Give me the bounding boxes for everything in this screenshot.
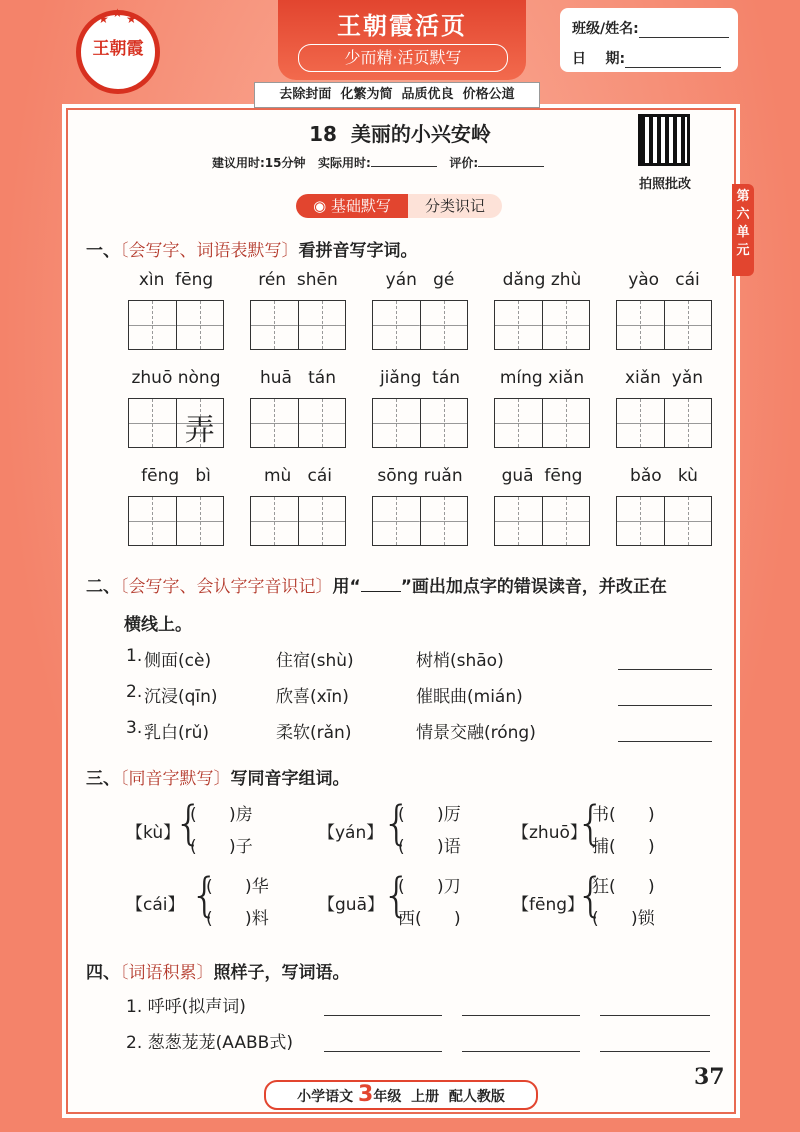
- question-3-head: 三、〔同音字默写〕写同音字组词。: [86, 769, 350, 789]
- class-name-row: [572, 18, 729, 38]
- star-icon: ★: [98, 12, 109, 26]
- writing-grid[interactable]: [494, 496, 590, 546]
- actual-time-label: 实际用时:: [318, 156, 371, 170]
- writing-grid[interactable]: [128, 496, 224, 546]
- homophone-pinyin: 【guā】: [318, 895, 384, 915]
- writing-grid[interactable]: [372, 300, 468, 350]
- suggest-time: 建议用时:15分钟: [212, 156, 306, 170]
- homophone-blank[interactable]: ( )料: [206, 909, 269, 929]
- pinyin-label: bǎo kù: [630, 466, 698, 486]
- word-with-pinyin: 柔软(rǎn): [276, 723, 352, 743]
- date-row: [572, 48, 721, 68]
- writing-grid[interactable]: [616, 496, 712, 546]
- homophone-blank[interactable]: ( )厉: [398, 805, 461, 825]
- tab-basic-dictation[interactable]: ◉ 基础默写: [296, 194, 408, 218]
- grid-cell[interactable]: [617, 399, 665, 447]
- pinyin-label: dǎng zhù: [502, 270, 582, 290]
- question-2-head: 二、〔会写字、会认字字音识记〕用“ ”画出加点字的错误读音，并改正在: [86, 577, 667, 597]
- underline-sample: [361, 577, 401, 592]
- grid-cell[interactable]: [373, 497, 421, 545]
- pinyin-label: yào cái: [628, 270, 700, 290]
- word-item-1: 1. 呼呼(拟声词): [126, 997, 246, 1017]
- brand-title: 王朝霞活页: [337, 12, 467, 40]
- grid-cell[interactable]: [129, 301, 177, 349]
- pinyin-label: míng xiǎn: [499, 368, 585, 388]
- class-name-label: 班级/姓名:: [572, 21, 639, 37]
- grid-cell[interactable]: [421, 399, 468, 447]
- homophone-blank[interactable]: ( )锁: [592, 909, 655, 929]
- homophone-blank[interactable]: 西( ): [398, 909, 461, 929]
- pinyin-label: huā tán: [259, 368, 337, 388]
- grid-cell[interactable]: [543, 301, 590, 349]
- brand-subtitle: 少而精·活页默写: [298, 44, 508, 72]
- grid-cell[interactable]: [299, 301, 346, 349]
- pinyin-label: guā fēng: [501, 466, 583, 486]
- ear-icon: ◉: [313, 197, 331, 215]
- word-with-pinyin: 树梢(shāo): [416, 651, 504, 671]
- grid-cell[interactable]: [177, 301, 224, 349]
- unit-tab: 第六单元: [732, 184, 754, 276]
- homophone-blank[interactable]: 狂( ): [592, 877, 655, 897]
- actual-time-field[interactable]: [371, 154, 437, 167]
- writing-grid[interactable]: [494, 398, 590, 448]
- grid-cell[interactable]: [299, 497, 346, 545]
- homophone-pinyin: 【cái】: [126, 895, 185, 915]
- answer-line[interactable]: [324, 1014, 442, 1016]
- logo-text: 王朝霞: [92, 39, 144, 59]
- homophone-blank[interactable]: ( )子: [190, 837, 253, 857]
- writing-grid[interactable]: [128, 398, 224, 448]
- answer-line[interactable]: [600, 1014, 710, 1016]
- answer-line[interactable]: [462, 1050, 580, 1052]
- grid-cell[interactable]: [421, 497, 468, 545]
- rating-field[interactable]: [478, 154, 544, 167]
- rating-label: 评价:: [449, 156, 479, 170]
- pinyin-label: xìn fēng: [138, 270, 214, 290]
- writing-grid[interactable]: [250, 496, 346, 546]
- grid-cell[interactable]: [543, 399, 590, 447]
- class-name-field[interactable]: [639, 23, 729, 38]
- grid-cell[interactable]: [129, 497, 177, 545]
- grid-cell[interactable]: [665, 497, 712, 545]
- homophone-blank[interactable]: 书( ): [592, 805, 655, 825]
- grid-cell[interactable]: [543, 497, 590, 545]
- tab-categorized[interactable]: 分类识记: [408, 194, 502, 218]
- prefilled-char: 弄: [184, 413, 215, 448]
- star-icon: ★: [126, 12, 137, 26]
- word-with-pinyin: 住宿(shù): [276, 651, 354, 671]
- writing-grid[interactable]: [616, 300, 712, 350]
- correction-line[interactable]: [618, 740, 712, 742]
- grid-cell[interactable]: [665, 399, 712, 447]
- pinyin-label: zhuō nòng: [131, 368, 221, 388]
- grid-cell[interactable]: [495, 301, 543, 349]
- homophone-pinyin: 【zhuō】: [512, 823, 587, 843]
- grid-cell[interactable]: [251, 301, 299, 349]
- homophone-blank[interactable]: ( )房: [190, 805, 253, 825]
- pinyin-label: sōng ruǎn: [377, 466, 463, 486]
- writing-grid[interactable]: [250, 398, 346, 448]
- lesson-title: 18 美丽的小兴安岭: [309, 122, 491, 146]
- correction-line[interactable]: [618, 704, 712, 706]
- item-number: 3.: [126, 718, 143, 738]
- word-with-pinyin: 欣喜(xīn): [276, 687, 349, 707]
- pinyin-label: fēng bì: [141, 466, 211, 486]
- grid-cell[interactable]: [251, 497, 299, 545]
- question-2-head-cont: 横线上。: [124, 615, 192, 635]
- writing-grid[interactable]: [250, 300, 346, 350]
- pinyin-label: xiǎn yǎn: [624, 368, 704, 388]
- writing-grid[interactable]: [616, 398, 712, 448]
- grid-cell[interactable]: [421, 301, 468, 349]
- answer-line[interactable]: [462, 1014, 580, 1016]
- grid-cell[interactable]: [617, 497, 665, 545]
- date-field[interactable]: [625, 53, 721, 68]
- writing-grid[interactable]: [494, 300, 590, 350]
- answer-line[interactable]: [324, 1050, 442, 1052]
- question-4-head: 四、〔词语积累〕照样子，写词语。: [86, 963, 350, 983]
- star-icon: ★: [112, 6, 123, 20]
- homophone-pinyin: 【fēng】: [512, 895, 585, 915]
- homophone-pinyin: 【kù】: [126, 823, 181, 843]
- word-with-pinyin: 催眠曲(mián): [416, 687, 523, 707]
- grid-cell[interactable]: [373, 301, 421, 349]
- writing-grid[interactable]: [128, 300, 224, 350]
- qr-code[interactable]: [638, 114, 690, 166]
- grid-cell[interactable]: [129, 399, 177, 447]
- grid-cell[interactable]: [617, 301, 665, 349]
- word-with-pinyin: 乳白(rǔ): [144, 723, 210, 743]
- grid-cell[interactable]: [177, 399, 224, 447]
- homophone-blank[interactable]: ( )华: [206, 877, 269, 897]
- question-1-head: 一、〔会写字、词语表默写〕看拼音写字词。: [86, 241, 418, 261]
- grid-cell[interactable]: [373, 399, 421, 447]
- word-with-pinyin: 沉浸(qīn): [144, 687, 218, 707]
- grid-cell[interactable]: [495, 497, 543, 545]
- grid-cell[interactable]: [251, 399, 299, 447]
- time-row: [212, 154, 544, 171]
- homophone-blank[interactable]: ( )刀: [398, 877, 461, 897]
- word-item-2: 2. 葱葱茏茏(AABB式): [126, 1033, 293, 1053]
- homophone-blank[interactable]: ( )语: [398, 837, 461, 857]
- homophone-blank[interactable]: 捕( ): [592, 837, 655, 857]
- grid-cell[interactable]: [495, 399, 543, 447]
- grid-cell[interactable]: [299, 399, 346, 447]
- pinyin-label: yán gé: [385, 270, 455, 290]
- slogan: 去除封面 化繁为简 品质优良 价格公道: [254, 82, 540, 108]
- answer-line[interactable]: [600, 1050, 710, 1052]
- writing-grid[interactable]: [372, 398, 468, 448]
- pinyin-label: rén shēn: [258, 270, 338, 290]
- correction-line[interactable]: [618, 668, 712, 670]
- word-with-pinyin: 情景交融(róng): [416, 723, 536, 743]
- qr-label: 拍照批改: [638, 177, 691, 192]
- item-number: 2.: [126, 682, 143, 702]
- pinyin-label: jiǎng tán: [379, 368, 461, 388]
- word-with-pinyin: 侧面(cè): [144, 651, 212, 671]
- writing-grid[interactable]: [372, 496, 468, 546]
- grid-cell[interactable]: [665, 301, 712, 349]
- pinyin-label: mù cái: [263, 466, 333, 486]
- item-number: 1.: [126, 646, 143, 666]
- footer-badge: 小学语文 3年级 上册 配人教版: [264, 1080, 538, 1110]
- grid-cell[interactable]: [177, 497, 224, 545]
- page-number: 37: [694, 1064, 725, 1090]
- homophone-pinyin: 【yán】: [318, 823, 384, 843]
- date-label: 日 期:: [572, 51, 626, 67]
